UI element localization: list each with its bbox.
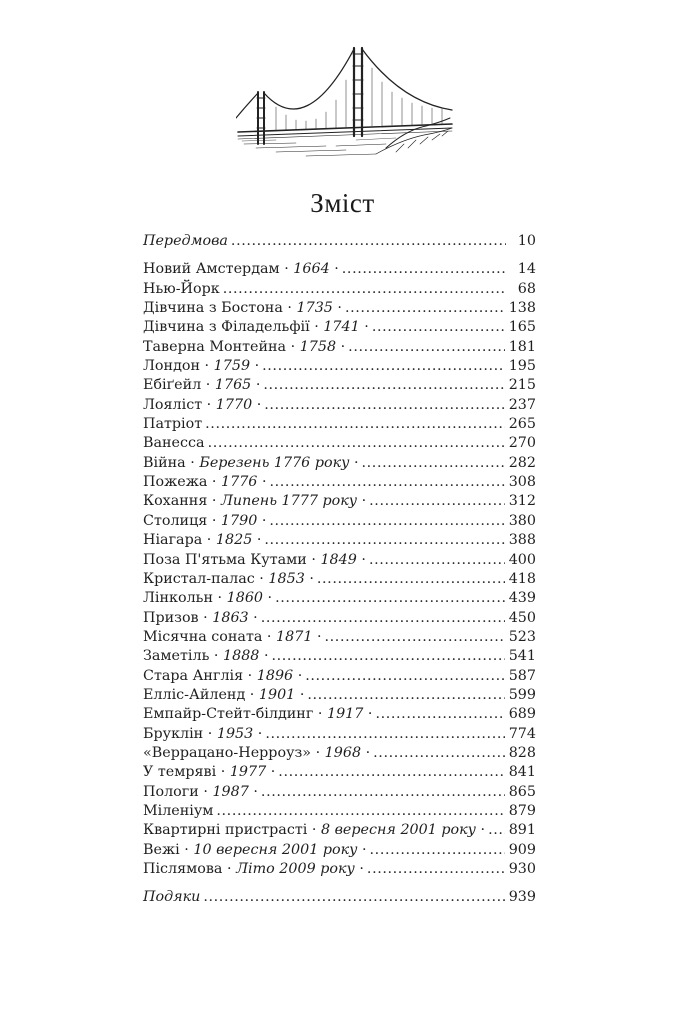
toc-entry-title <box>143 299 342 318</box>
toc-entry-separator: · <box>185 454 200 471</box>
toc-entry-separator: · <box>312 628 322 645</box>
toc-entry-title <box>143 492 366 511</box>
toc-leader-dots <box>362 454 505 473</box>
toc-leader-dots <box>367 860 505 879</box>
page-title: Зміст <box>310 188 375 218</box>
toc-leader-dots <box>203 888 504 907</box>
toc-entry <box>143 686 536 705</box>
toc-entry-title-text: Ебіґейл <box>143 377 202 394</box>
toc-entry-title <box>143 802 213 821</box>
toc-entry-title-text: «Веррацано-Нерроуз» <box>143 744 312 761</box>
toc-entry-separator: · <box>202 396 216 413</box>
toc-entry-page: 270 <box>508 435 536 452</box>
toc-entry <box>143 705 536 724</box>
toc-entry-title-text: Заметіль <box>143 648 210 665</box>
toc-leader-dots <box>205 415 505 434</box>
toc-entry-title-text: Квартирні пристрасті <box>143 822 308 839</box>
toc-entry-title <box>143 628 322 647</box>
toc-entry-separator: · <box>179 841 194 858</box>
toc-entry-page: 215 <box>508 377 536 394</box>
toc-entry-title <box>143 609 258 628</box>
toc-entry-separator: · <box>354 861 364 877</box>
toc-entry <box>143 473 536 492</box>
toc-entry-separator: · <box>266 764 276 781</box>
toc-entry-title <box>143 434 205 453</box>
toc-entry-year: Березень 1776 року <box>199 454 350 471</box>
toc-entry-page: 909 <box>508 841 536 858</box>
toc-entry <box>143 763 536 782</box>
toc-entry-separator: · <box>262 628 277 645</box>
toc-entry-separator: · <box>222 861 237 877</box>
toc-leader-dots <box>263 376 504 395</box>
toc-entry-title <box>143 512 266 531</box>
toc-entry-title <box>143 589 272 608</box>
toc-entry-page: 195 <box>508 358 536 375</box>
toc-entry-page: 841 <box>508 764 536 781</box>
toc-entry-title-text: Подяки <box>143 889 201 906</box>
toc-entry-title <box>143 705 372 724</box>
toc-entry-page: 308 <box>508 474 536 491</box>
toc-entry <box>143 357 536 376</box>
toc-entry-title <box>143 860 364 879</box>
toc-entry-separator: · <box>313 706 327 723</box>
toc-entry-title-text: Міленіум <box>143 802 214 819</box>
toc-entry-separator: · <box>200 358 214 375</box>
toc-entry-title-text: Дівчина з Бостона <box>143 300 283 317</box>
toc-entry-title <box>143 357 259 376</box>
toc-entry-title <box>143 744 370 763</box>
toc-leader-dots <box>317 570 505 589</box>
toc-entry-year: 1860 <box>226 590 264 607</box>
toc-entry-separator: · <box>248 783 258 800</box>
toc-entry-year: 10 вересня 2001 року <box>193 841 358 858</box>
toc-entry-page: 523 <box>508 628 536 645</box>
toc-entry-page: 165 <box>508 319 536 336</box>
toc-entry-year: 1765 <box>214 377 252 394</box>
toc-entry-page: 587 <box>508 667 536 684</box>
toc-entry-page: 450 <box>508 609 536 626</box>
toc-entry-title-text: Пожежа <box>143 474 208 491</box>
toc-entry-title-text: Вежі <box>143 841 180 858</box>
toc-entry <box>143 628 536 647</box>
toc-entry-title <box>143 338 345 357</box>
toc-entry-year: 1853 <box>268 570 305 587</box>
toc-entry-separator: · <box>356 551 366 568</box>
toc-entry-separator: · <box>475 822 486 839</box>
toc-entry-separator: · <box>207 474 222 491</box>
toc-entry <box>143 260 536 279</box>
table-of-contents <box>143 232 536 908</box>
toc-leader-dots <box>261 783 505 802</box>
toc-entry-page: 939 <box>508 889 536 906</box>
toc-entry-title <box>143 763 275 782</box>
toc-entry-year: 1825 <box>215 532 253 549</box>
toc-entry-page: 400 <box>508 551 536 568</box>
toc-leader-dots <box>275 589 505 608</box>
toc-entry-separator: · <box>257 512 267 529</box>
toc-entry-separator: · <box>198 783 213 800</box>
toc-entry-separator: · <box>248 609 258 626</box>
toc-entry-title <box>143 725 262 744</box>
toc-entry-separator: · <box>286 338 300 355</box>
toc-entry-page: 599 <box>508 686 536 703</box>
toc-leader-dots <box>261 609 505 628</box>
toc-entry-year: 1977 <box>229 764 267 781</box>
toc-entry-year: 1987 <box>212 783 249 800</box>
toc-entry-title <box>143 783 258 802</box>
toc-entry-separator: · <box>336 338 346 355</box>
toc-entry-title-text: Пологи <box>143 783 199 800</box>
toc-entry-separator: · <box>254 570 269 587</box>
toc-leader-dots <box>269 512 504 531</box>
toc-entry-separator: · <box>304 570 314 587</box>
toc-leader-dots <box>348 338 505 357</box>
toc-entry-separator: · <box>252 396 262 413</box>
toc-entry-separator: · <box>295 686 305 703</box>
toc-leader-dots <box>488 821 505 840</box>
toc-leader-dots <box>270 473 505 492</box>
toc-entry-title <box>143 232 228 251</box>
toc-entry-page: 312 <box>508 493 536 510</box>
toc-entry-title-text: Кристал-палас <box>143 570 255 587</box>
toc-entry-year: Літо 2009 року <box>236 861 355 877</box>
toc-entry-title <box>143 396 261 415</box>
toc-entry-year: 1735 <box>296 300 333 317</box>
toc-entry <box>143 647 536 666</box>
toc-entry <box>143 744 536 763</box>
toc-leader-dots <box>345 299 505 318</box>
toc-entry <box>143 841 536 860</box>
toc-entry-separator: · <box>359 319 369 336</box>
toc-entry-page: 282 <box>508 454 536 471</box>
toc-entry-title-text: Війна <box>143 454 186 471</box>
toc-entry-title-text: Ванесса <box>143 435 205 452</box>
toc-entry-separator: · <box>349 454 359 471</box>
toc-entry-title <box>143 531 261 550</box>
toc-entry-page: 689 <box>508 706 536 723</box>
toc-entry-title-text: Патріот <box>143 416 203 433</box>
toc-entry-title <box>143 686 304 705</box>
toc-entry <box>143 396 536 415</box>
toc-entry <box>143 492 536 511</box>
toc-entry-title-text: Ніагара <box>143 532 203 549</box>
toc-entry-page: 181 <box>508 338 536 355</box>
toc-entry-title <box>143 841 367 860</box>
toc-entry-page: 237 <box>508 396 536 413</box>
toc-entry-title-text: У темряві <box>143 764 217 781</box>
toc-entry-separator: · <box>279 261 294 278</box>
toc-entry <box>143 802 536 821</box>
toc-entry <box>143 609 536 628</box>
toc-entry <box>143 454 536 473</box>
toc-entry-title <box>143 415 202 434</box>
toc-entry-title-text: Бруклін <box>143 725 204 742</box>
toc-entry-page: 418 <box>508 570 536 587</box>
toc-entry-year: 1759 <box>213 358 251 375</box>
toc-entry-separator: · <box>212 590 227 607</box>
toc-entry-year: 1863 <box>212 609 249 626</box>
toc-entry-separator: · <box>216 764 230 781</box>
toc-leader-dots <box>307 686 504 705</box>
toc-entry-page: 14 <box>517 261 536 278</box>
toc-entry <box>143 888 536 907</box>
toc-entry-year: 1776 <box>221 474 258 491</box>
toc-entry-year: 1968 <box>324 744 362 761</box>
toc-entry-title <box>143 821 485 840</box>
toc-entry-year: 8 вересня 2001 року <box>320 822 476 839</box>
toc-entry-year: 1953 <box>216 725 254 742</box>
toc-entry-page: 879 <box>508 802 536 819</box>
toc-entry-title-text: Лінкольн <box>143 590 213 607</box>
toc-entry-separator: · <box>198 609 213 626</box>
toc-leader-dots <box>372 318 505 337</box>
toc-entry <box>143 551 536 570</box>
toc-entry-separator: · <box>311 744 325 761</box>
toc-entry-separator: · <box>252 532 262 549</box>
toc-entry-separator: · <box>207 512 221 529</box>
toc-entry <box>143 280 536 299</box>
toc-entry-page: 541 <box>508 648 536 665</box>
toc-entry-title <box>143 454 359 473</box>
toc-entry <box>143 512 536 531</box>
toc-entry-page: 439 <box>508 590 536 607</box>
toc-entry <box>143 415 536 434</box>
toc-entry <box>143 318 536 337</box>
toc-leader-dots <box>305 667 504 686</box>
toc-entry-title-text: Новий Амстердам <box>143 261 280 278</box>
toc-entry <box>143 338 536 357</box>
toc-entry-page: 865 <box>508 783 536 800</box>
toc-entry-separator: · <box>202 532 216 549</box>
toc-entry-page: 930 <box>508 861 536 877</box>
toc-leader-dots <box>342 260 506 279</box>
toc-leader-dots <box>264 396 504 415</box>
toc-leader-dots <box>373 744 505 763</box>
toc-entry-separator: · <box>201 377 215 394</box>
toc-entry <box>143 299 536 318</box>
toc-entry-separator: · <box>263 590 273 607</box>
toc-entry-title-text: Нью-Йорк <box>143 280 220 297</box>
toc-entry-separator: · <box>282 300 297 317</box>
toc-entry-year: 1917 <box>326 706 364 723</box>
toc-entry-title-text: Кохання <box>143 493 208 510</box>
toc-entry <box>143 725 536 744</box>
toc-leader-dots <box>223 280 506 299</box>
toc-entry-title-text: Стара Англія <box>143 667 244 684</box>
toc-entry-title-text: Емпайр-Стейт-білдинг <box>143 706 314 723</box>
toc-entry-title-text: Передмова <box>143 233 228 249</box>
toc-entry-year: 1871 <box>276 628 313 645</box>
toc-leader-dots <box>369 492 505 511</box>
toc-leader-dots <box>370 841 505 860</box>
toc-entry-separator: · <box>293 667 303 684</box>
toc-entry-title <box>143 376 260 395</box>
toc-entry-title-text: Елліс-Айленд <box>143 686 246 703</box>
toc-entry-title <box>143 280 220 299</box>
toc-entry-title-text: Таверна Монтейна <box>143 338 287 355</box>
toc-leader-dots <box>325 628 505 647</box>
toc-entry-year: 1741 <box>323 319 360 336</box>
toc-entry-page: 10 <box>517 233 536 249</box>
toc-entry <box>143 860 536 879</box>
toc-leader-dots <box>216 802 504 821</box>
toc-entry-year: 1896 <box>256 667 294 684</box>
bridge-illustration <box>236 40 454 160</box>
toc-entry-title-text: Столиця <box>143 512 208 529</box>
toc-entry-year: Липень 1777 року <box>220 493 358 510</box>
toc-entry-separator: · <box>251 377 261 394</box>
toc-leader-dots <box>278 763 504 782</box>
toc-entry-separator: · <box>207 493 221 510</box>
toc-entry <box>143 783 536 802</box>
toc-leader-dots <box>231 232 506 251</box>
toc-entry-separator: · <box>257 474 267 491</box>
toc-entry-separator: · <box>361 744 371 761</box>
toc-entry-year: 1901 <box>258 686 296 703</box>
toc-entry-year: 1664 <box>293 261 330 278</box>
toc-entry-separator: · <box>253 725 263 742</box>
toc-leader-dots <box>369 551 505 570</box>
toc-leader-dots <box>272 647 505 666</box>
toc-entry-separator: · <box>309 319 324 336</box>
toc-entry-title <box>143 667 302 686</box>
toc-entry-page: 138 <box>508 300 536 317</box>
toc-entry-title <box>143 260 339 279</box>
toc-entry-separator: · <box>209 648 224 665</box>
toc-entry <box>143 434 536 453</box>
toc-entry-page: 828 <box>508 744 536 761</box>
toc-leader-dots <box>262 357 505 376</box>
toc-entry-title-text: Дівчина з Філадельфії <box>143 319 310 336</box>
toc-entry-separator: · <box>307 822 321 839</box>
toc-entry-separator: · <box>243 667 257 684</box>
toc-leader-dots <box>265 725 504 744</box>
toc-entry-year: 1849 <box>320 551 357 568</box>
toc-entry-page: 265 <box>508 416 536 433</box>
toc-entry-year: 1770 <box>215 396 253 413</box>
toc-entry-separator: · <box>245 686 259 703</box>
toc-entry-separator: · <box>306 551 321 568</box>
toc-entry-separator: · <box>259 648 269 665</box>
toc-entry-title <box>143 570 314 589</box>
toc-entry <box>143 570 536 589</box>
toc-entry <box>143 531 536 550</box>
toc-entry-year: 1758 <box>299 338 337 355</box>
toc-leader-dots <box>264 531 504 550</box>
toc-entry <box>143 667 536 686</box>
toc-entry-page: 68 <box>517 280 536 297</box>
toc-entry <box>143 376 536 395</box>
toc-entry <box>143 589 536 608</box>
toc-entry <box>143 821 536 840</box>
toc-entry-title <box>143 318 369 337</box>
toc-entry-title <box>143 888 200 907</box>
toc-entry-title-text: Післямова <box>143 861 223 877</box>
toc-entry-page: 891 <box>508 822 536 839</box>
toc-entry-title-text: Призов <box>143 609 199 626</box>
toc-entry-separator: · <box>363 706 373 723</box>
toc-entry-title-text: Лояліст <box>143 396 203 413</box>
toc-entry-separator: · <box>332 300 342 317</box>
toc-entry-separator: · <box>357 841 367 858</box>
toc-entry-title <box>143 647 269 666</box>
toc-entry-page: 774 <box>508 725 536 742</box>
toc-leader-dots <box>375 705 504 724</box>
toc-entry-title-text: Лондон <box>143 358 201 375</box>
toc-leader-dots <box>208 434 505 453</box>
toc-entry-title-text: Поза П'ятьма Кутами <box>143 551 307 568</box>
toc-entry-page: 380 <box>508 512 536 529</box>
toc-entry-separator: · <box>329 261 339 278</box>
toc-entry-separator: · <box>203 725 217 742</box>
toc-entry-title-text: Місячна соната <box>143 628 263 645</box>
toc-entry-year: 1888 <box>223 648 260 665</box>
toc-entry-separator: · <box>357 493 367 510</box>
toc-entry-page: 388 <box>508 532 536 549</box>
toc-entry-title <box>143 551 366 570</box>
toc-entry-title <box>143 473 267 492</box>
toc-entry-separator: · <box>250 358 260 375</box>
toc-entry-year: 1790 <box>220 512 258 529</box>
toc-entry <box>143 232 536 251</box>
